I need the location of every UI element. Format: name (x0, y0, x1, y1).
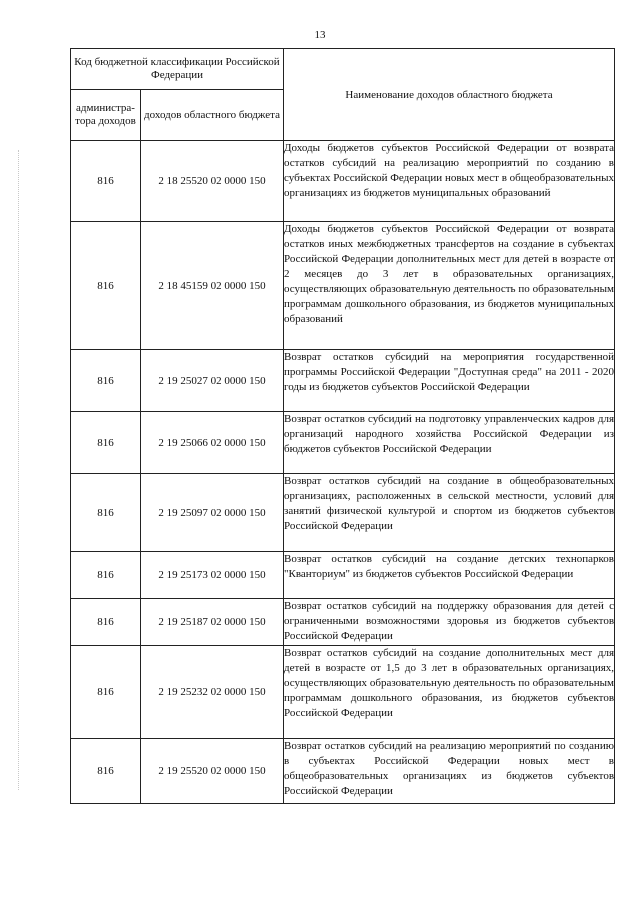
income-name-header: Наименование доходов областного бюджета (284, 49, 615, 141)
budget-code-group-header: Код бюджетной классификации Российской Федерации (71, 49, 284, 90)
table-row (71, 412, 615, 474)
income-name: Возврат остатков субсидий на создание детских технопарков "Кванториум" из бюджетов субъектов Российской Федерации (284, 552, 615, 599)
budget-code: 2 19 25232 02 0000 150 (141, 646, 284, 739)
income-name: Возврат остатков субсидий на реализацию мероприятий по созданию в субъектах Российской Федерации новых мест в общеобразовательных организациях из бюджетов субъектов Российской Федерации (284, 739, 615, 804)
income-name: Доходы бюджетов субъектов Российской Федерации от возврата остатков иных межбюджетных трансфертов на создание в субъектах Российской Федерации дополнительных мест для детей в возрасте от 2 месяцев до 3 лет в образовательных организациях, осуществляющих образовательную деятельность по образовательным программам дошкольного образования, из бюджетов муниципальных образований (284, 222, 615, 350)
budget-code: 2 19 25173 02 0000 150 (141, 552, 284, 599)
budget-classification-table (70, 48, 615, 804)
budget-code: 2 19 25066 02 0000 150 (141, 412, 284, 474)
budget-code: 2 19 25520 02 0000 150 (141, 739, 284, 804)
regional-budget-code-header: доходов областного бюджета (141, 90, 284, 141)
budget-code: 2 18 45159 02 0000 150 (141, 222, 284, 350)
table-row (71, 474, 615, 552)
income-name: Доходы бюджетов субъектов Российской Федерации от возврата остатков субсидий на реализацию мероприятий по созданию в субъектах Российской Федерации новых мест в общеобразовательных организациях из бюджетов муниципальных образований (284, 141, 615, 222)
table-row (71, 222, 615, 350)
budget-code: 2 19 25097 02 0000 150 (141, 474, 284, 552)
table-row (71, 646, 615, 739)
income-name: Возврат остатков субсидий на подготовку управленческих кадров для организаций народного хозяйства Российской Федерации из бюджетов субъектов Российской Федерации (284, 412, 615, 474)
scan-margin-marks (18, 150, 20, 790)
income-name: Возврат остатков субсидий на создание в общеобразовательных организациях, расположенных в сельской местности, условий для занятий физической культурой и спортом из бюджетов субъектов Российской Федерации (284, 474, 615, 552)
income-name: Возврат остатков субсидий на создание дополнительных мест для детей в возрасте от 1,5 до 3 лет в образовательных организациях, осуществляющих образовательную деятельность по образовательным программам дошкольного образования, из бюджетов субъектов Российской Федерации (284, 646, 615, 739)
administrator-code: 816 (71, 599, 141, 646)
table-row (71, 552, 615, 599)
budget-code: 2 19 25187 02 0000 150 (141, 599, 284, 646)
administrator-code: 816 (71, 141, 141, 222)
administrator-header: администра-тора доходов (71, 90, 141, 141)
income-name: Возврат остатков субсидий на поддержку образования для детей с ограниченными возможностями здоровья из бюджетов субъектов Российской Федерации (284, 599, 615, 646)
income-name: Возврат остатков субсидий на мероприятия государственной программы Российской Федерации "Доступная среда" на 2011 - 2020 годы из бюджетов субъектов Российской Федерации (284, 350, 615, 412)
table-row (71, 350, 615, 412)
budget-code: 2 18 25520 02 0000 150 (141, 141, 284, 222)
administrator-code: 816 (71, 646, 141, 739)
administrator-code: 816 (71, 412, 141, 474)
table-row (71, 599, 615, 646)
budget-code: 2 19 25027 02 0000 150 (141, 350, 284, 412)
table-row (71, 739, 615, 804)
administrator-code: 816 (71, 350, 141, 412)
administrator-code: 816 (71, 552, 141, 599)
administrator-code: 816 (71, 474, 141, 552)
table-row (71, 141, 615, 222)
page-number: 13 (314, 29, 326, 41)
administrator-code: 816 (71, 739, 141, 804)
administrator-code: 816 (71, 222, 141, 350)
